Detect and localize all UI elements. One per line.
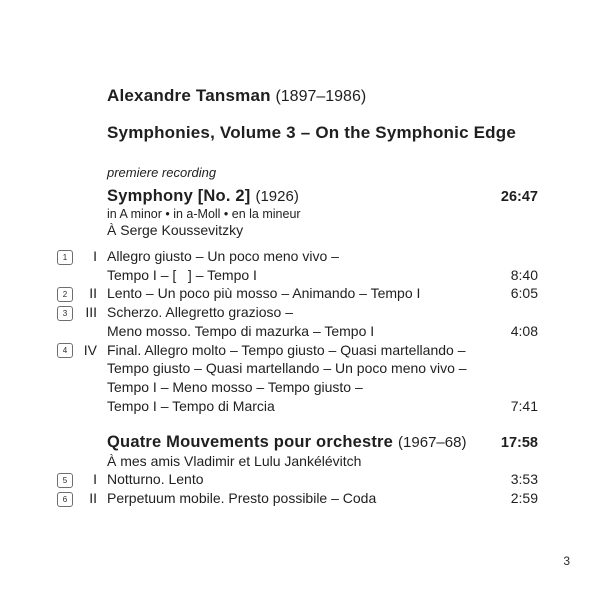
track-line: Tempo giusto – Quasi martellando – Un poco meno vivo – (107, 360, 467, 377)
track-duration: 6:05 (510, 285, 538, 302)
track-duration: 7:41 (510, 397, 538, 414)
track-duration: 4:08 (510, 322, 538, 339)
track-line: Tempo I – Tempo di Marcia (107, 397, 275, 414)
movement-numeral: I (93, 248, 97, 264)
track-list (57, 470, 538, 507)
track-lines (97, 341, 492, 416)
track-number-badge: 5 (57, 473, 73, 488)
work-duration: 17:58 (500, 435, 538, 452)
composer-dates: (1897–1986) (275, 88, 367, 105)
album-title: Symphonies, Volume 3 – On the Symphonic Edge (107, 123, 517, 142)
movement-numeral: I (93, 471, 97, 488)
track-line: Perpetuum mobile. Presto possibile – Coda (107, 490, 377, 507)
work-title: Quatre Mouvements pour orchestre (107, 433, 394, 452)
page-number: 3 (563, 554, 570, 568)
track-lines (97, 470, 492, 489)
track-line: Allegro giusto – Un poco meno vivo – (107, 248, 339, 264)
track-row (57, 489, 538, 508)
track-line: Lento – Un poco più mosso – Animando – Tempo I (107, 285, 421, 302)
work-duration: 26:47 (500, 189, 538, 205)
track-row (57, 341, 538, 416)
track-line: Tempo I – Meno mosso – Tempo giusto – (107, 378, 363, 395)
movement-numeral: III (85, 304, 97, 321)
track-duration: 3:53 (510, 471, 538, 488)
premiere-note: premiere recording (107, 165, 217, 180)
movement-numeral: II (89, 490, 97, 507)
track-number-badge: 3 (57, 306, 73, 321)
track-lines (97, 303, 492, 340)
track-row (57, 470, 538, 489)
track-lines (97, 489, 492, 508)
track-row (57, 247, 538, 284)
work-year: (1926) (255, 188, 299, 205)
composer-line (107, 85, 538, 108)
work-dedication: À mes amis Vladimir et Lulu Jankélévitch (107, 453, 362, 470)
work-heading (57, 186, 538, 207)
track-number-badge: 1 (57, 250, 73, 265)
track-row (57, 303, 538, 340)
work-key-line: in A minor • in a-Moll • en la mineur (107, 207, 301, 221)
composer-name: Alexandre Tansman (107, 86, 271, 105)
work-heading (57, 432, 538, 453)
work-title: Symphony [No. 2] (107, 187, 251, 205)
track-line: Tempo I – [ ] – Tempo I (107, 266, 257, 283)
track-line: Final. Allegro molto – Tempo giusto – Quasi martellando – (107, 341, 466, 358)
track-duration: 2:59 (510, 490, 538, 507)
work-year: (1967–68) (398, 434, 467, 452)
track-lines (97, 284, 492, 303)
work-dedication: À Serge Koussevitzky (107, 222, 244, 238)
track-line: Notturno. Lento (107, 471, 204, 488)
track-line: Meno mosso. Tempo di mazurka – Tempo I (107, 322, 375, 339)
track-list (57, 247, 538, 415)
track-number-badge: 6 (57, 492, 73, 507)
track-duration: 8:40 (510, 266, 538, 283)
track-lines (97, 247, 492, 284)
page-content (57, 85, 538, 508)
movement-numeral: IV (83, 341, 97, 358)
track-number-badge: 2 (57, 287, 73, 302)
track-line: Scherzo. Allegretto grazioso – (107, 304, 293, 321)
track-number-badge: 4 (57, 343, 73, 358)
movement-numeral: II (89, 285, 97, 302)
track-row (57, 284, 538, 303)
